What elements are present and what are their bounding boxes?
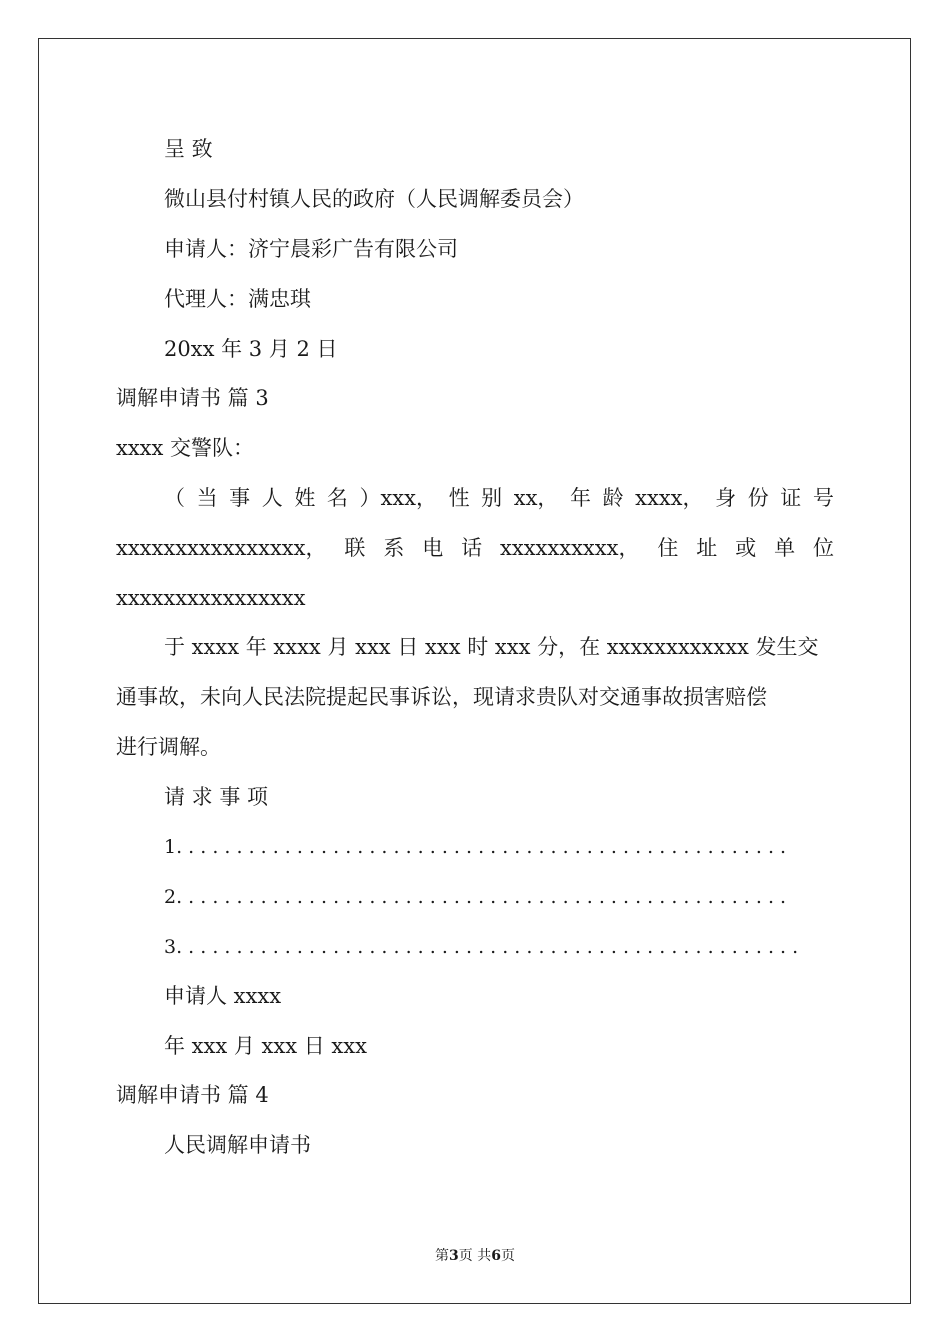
applicant-line: 申请人：济宁晨彩广告有限公司 xyxy=(164,237,458,261)
party-info-word: 名 xyxy=(326,486,348,510)
party-info-line-3: xxxxxxxxxxxxxxxx xyxy=(116,586,306,610)
incident-line-1: 于 xxxx 年 xxxx 月 xxx 日 xxx 时 xxx 分，在 xxxxxxxxxxxx 发生交 xyxy=(164,635,819,659)
party-info-word: xxxxxxxxxxxxxxxx， xyxy=(116,536,327,560)
party-info-word: 年 xyxy=(570,486,591,510)
party-info-line-1 xyxy=(164,483,834,513)
party-info-word: 份 xyxy=(747,486,769,510)
incident-line-2: 通事故，未向人民法院提起民事诉讼，现请求贵队对交通事故损害赔偿 xyxy=(116,685,767,709)
request-item-3: 3. . . . . . . . . . . . . . . . . . . . . . . . . . . . . . . . . . . . . . . . . . . . . . . . . . . . xyxy=(164,936,799,958)
party-info-word: xxxx， xyxy=(635,486,704,510)
request-item-2: 2. . . . . . . . . . . . . . . . . . . . . . . . . . . . . . . . . . . . . . . . . . . . . . . . . . . xyxy=(164,886,787,908)
footer-mid: 页 共 xyxy=(458,1248,492,1264)
party-info-word: 或 xyxy=(735,536,757,560)
party-info-word: 址 xyxy=(696,536,718,560)
footer-prefix: 第 xyxy=(435,1248,450,1264)
date-line: 20xx 年 3 月 2 日 xyxy=(164,337,338,361)
section-heading-4: 调解申请书 篇 4 xyxy=(116,1083,269,1107)
party-info-word: （ xyxy=(164,486,185,510)
document-title: 人民调解申请书 xyxy=(164,1133,311,1157)
party-info-word: 姓 xyxy=(294,486,316,510)
party-info-word: 身 xyxy=(715,486,737,510)
signature-applicant: 申请人 xxxx xyxy=(164,984,282,1008)
requests-heading: 请 求 事 项 xyxy=(164,785,269,809)
footer-suffix: 页 xyxy=(500,1248,515,1264)
party-info-word: xxxxxxxxxx， xyxy=(500,536,640,560)
party-info-word: 系 xyxy=(383,536,405,560)
section-heading-3: 调解申请书 篇 3 xyxy=(116,386,269,410)
party-info-word: 当 xyxy=(196,486,218,510)
party-info-word: 电 xyxy=(422,536,444,560)
party-info-word: 位 xyxy=(813,536,834,560)
party-info-word: xx， xyxy=(513,486,559,510)
party-info-word: 联 xyxy=(344,536,366,560)
party-info-word: 住 xyxy=(657,536,679,560)
party-info-word: 号 xyxy=(812,486,834,510)
party-info-word: 事 xyxy=(229,486,251,510)
party-info-word: 性 xyxy=(448,486,470,510)
signature-date: 年 xxx 月 xxx 日 xxx xyxy=(164,1034,367,1058)
party-info-word: 别 xyxy=(481,486,503,510)
closing-salutation: 呈 致 xyxy=(164,137,213,161)
party-info-word: ）xxx， xyxy=(359,486,437,510)
recipient-line: 微山县付村镇人民的政府（人民调解委员会） xyxy=(164,187,584,211)
party-info-line-2 xyxy=(116,533,834,563)
request-item-1: 1. . . . . . . . . . . . . . . . . . . . . . . . . . . . . . . . . . . . . . . . . . . . . . . . . . . xyxy=(164,836,787,858)
party-info-word: 龄 xyxy=(602,486,624,510)
page-border xyxy=(38,38,911,1304)
footer-total-pages: 6 xyxy=(491,1248,501,1264)
agent-line: 代理人：满忠琪 xyxy=(164,287,311,311)
footer-page-number: 3 xyxy=(449,1248,459,1264)
incident-line-3: 进行调解。 xyxy=(116,735,221,759)
page-footer xyxy=(0,1246,950,1266)
party-info-word: 人 xyxy=(261,486,283,510)
party-info-word: 单 xyxy=(774,536,796,560)
party-info-word: 证 xyxy=(780,486,802,510)
party-info-word: 话 xyxy=(461,536,483,560)
addressee-line: xxxx 交警队： xyxy=(116,436,255,460)
